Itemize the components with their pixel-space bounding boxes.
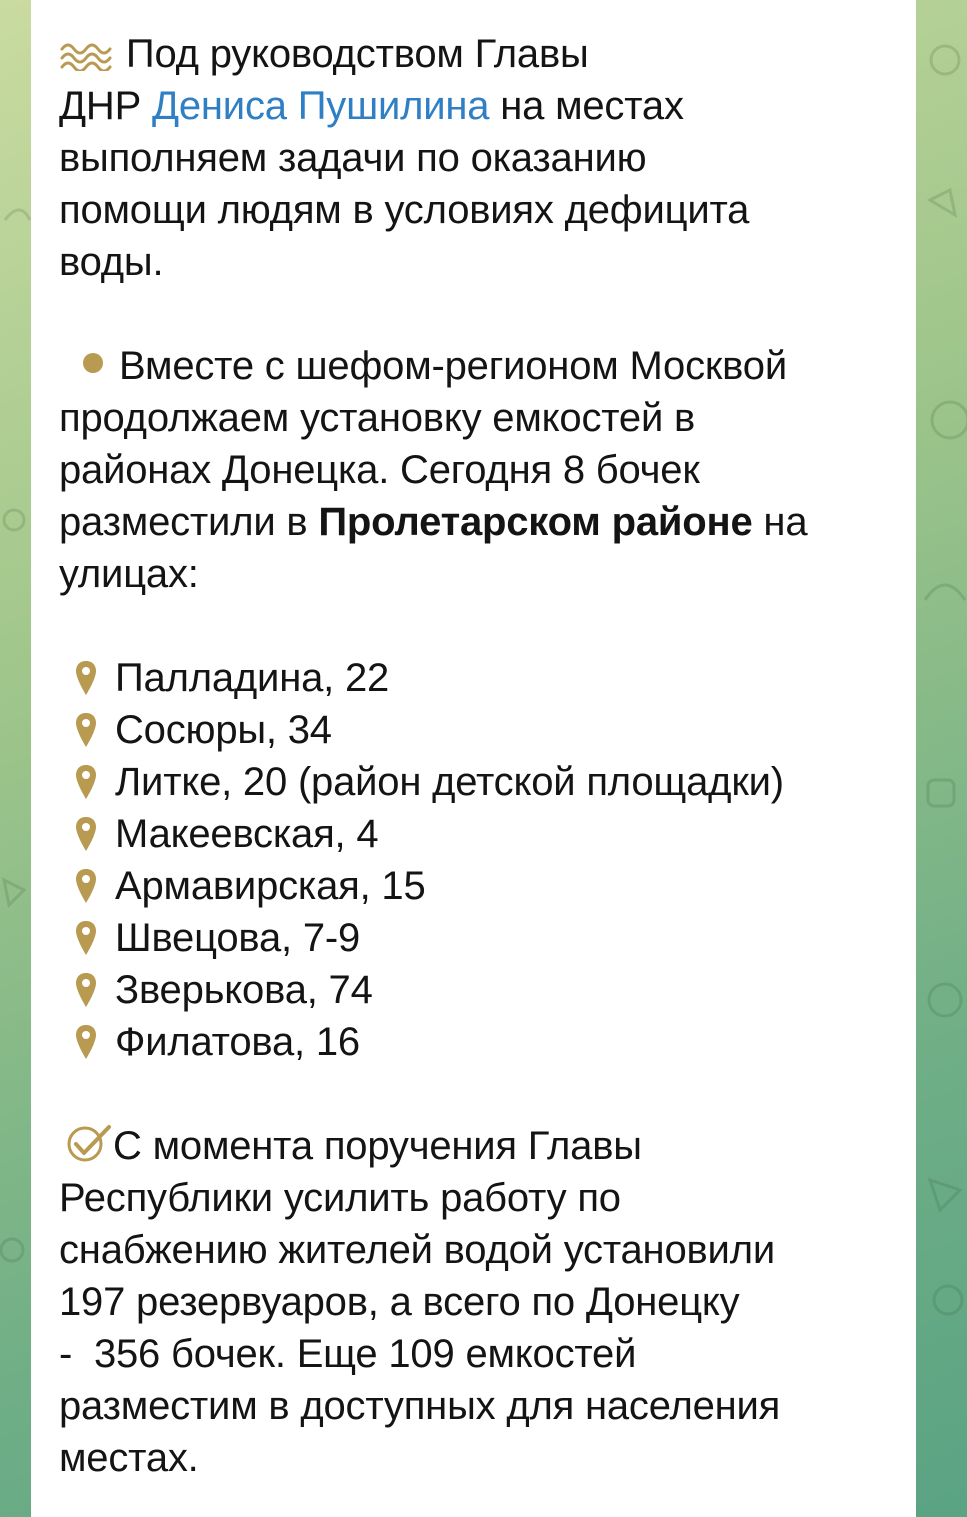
message-text (59, 28, 889, 1484)
intro-line-5: воды. (59, 240, 164, 284)
summary-line-2: Республики усилить работу по (59, 1176, 621, 1220)
location-pin-icon (75, 868, 97, 904)
moscow-line-4a: разместили в (59, 500, 319, 544)
list-item (59, 652, 889, 704)
street-address: Литке, 20 (район детской площадки) (115, 760, 784, 804)
street-address: Филатова, 16 (115, 1020, 360, 1064)
street-address: Зверькова, 74 (115, 968, 373, 1012)
moscow-line-3: районах Донецка. Сегодня 8 бочек (59, 448, 700, 492)
location-pin-icon (75, 1024, 97, 1060)
location-pin-icon (75, 764, 97, 800)
moscow-line-4b: на (752, 500, 808, 544)
list-item (59, 860, 889, 912)
location-pin-icon (75, 972, 97, 1008)
location-pin-icon (75, 712, 97, 748)
list-item (59, 1016, 889, 1068)
location-pin-icon (75, 660, 97, 696)
summary-line-1: С момента поручения Главы (113, 1124, 642, 1168)
location-pin-icon (75, 816, 97, 852)
list-item (59, 704, 889, 756)
district-name: Пролетарском районе (318, 500, 753, 544)
street-address: Сосюры, 34 (115, 708, 332, 752)
intro-line-3: выполняем задачи по оказанию (59, 136, 647, 180)
water-waves-icon (59, 37, 115, 71)
check-circle-icon (65, 1123, 113, 1163)
moscow-line-1: Вместе с шефом-регионом Москвой (119, 344, 787, 388)
summary-line-4: 197 резервуаров, а всего по Донецку (59, 1280, 740, 1324)
list-item (59, 912, 889, 964)
summary-line-3: снабжению жителей водой установили (59, 1228, 775, 1272)
bullet-dot-icon (83, 353, 103, 373)
street-address: Швецова, 7-9 (115, 916, 361, 960)
message-bubble (31, 0, 916, 1517)
list-item (59, 808, 889, 860)
street-address: Палладина, 22 (115, 656, 390, 700)
street-list (59, 652, 889, 1068)
summary-paragraph (59, 1120, 889, 1484)
summary-line-6: разместим в доступных для населения (59, 1384, 781, 1428)
moscow-line-2: продолжаем установку емкостей в (59, 396, 696, 440)
location-pin-icon (75, 920, 97, 956)
person-link[interactable]: Дениса Пушилина (151, 84, 490, 128)
intro-line-4: помощи людям в условиях дефицита (59, 188, 750, 232)
summary-line-7: местах. (59, 1436, 199, 1480)
list-item (59, 756, 889, 808)
street-address: Армавирская, 15 (115, 864, 426, 908)
intro-line-1: Под руководством Главы (125, 32, 589, 76)
street-address: Макеевская, 4 (115, 812, 379, 856)
intro-line-2a: ДНР (59, 84, 152, 128)
list-item (59, 964, 889, 1016)
intro-paragraph (59, 28, 889, 288)
moscow-line-5: улицах: (59, 552, 199, 596)
moscow-paragraph (59, 340, 889, 600)
summary-line-5: - 356 бочек. Еще 109 емкостей (59, 1332, 637, 1376)
intro-line-2b: на местах (489, 84, 684, 128)
